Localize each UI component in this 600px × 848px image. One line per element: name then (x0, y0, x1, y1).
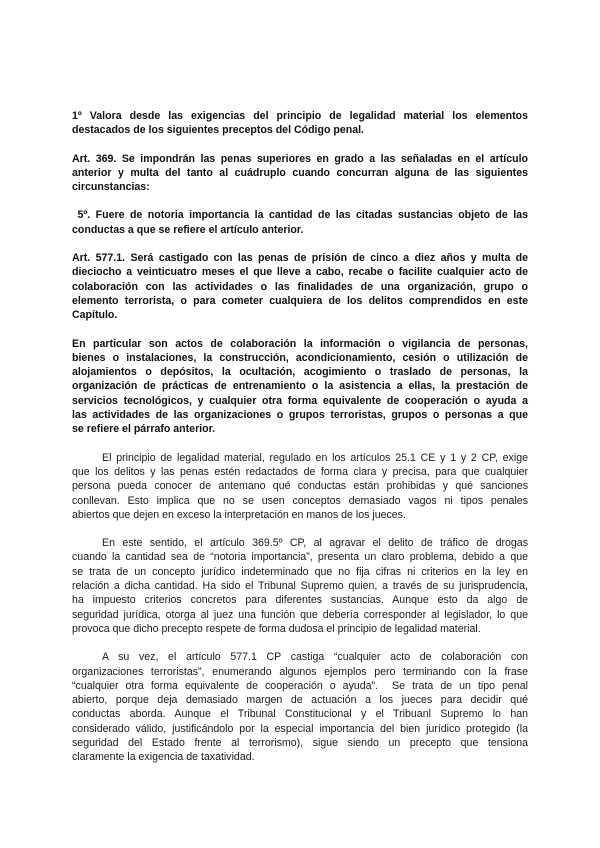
text-line: anterior y multa del tanto al cuádruplo cuando concurran alguna de las siguientes (72, 166, 528, 179)
answer-paragraph-3 (72, 650, 528, 764)
article-577-paragraph (72, 251, 528, 322)
text-line: considerado válido, justificándolo por la especial importancia del bien jurídico protegido (la (72, 722, 528, 735)
text-line: relación a dicha cantidad. Ha sido el Tribunal Supremo quien, a través de su jurisprudencia, (72, 580, 528, 593)
text-line: dieciocho a veinticuatro meses el que lleve a cabo, recabe o facilite cualquier acto de (72, 266, 528, 279)
text-line: En particular son actos de colaboración la información o vigilancia de personas, (72, 337, 528, 350)
text-line: 5º. Fuere de notoria importancia la cantidad de las citadas sustancias objeto de las (72, 209, 528, 222)
text-line: circunstancias: (72, 181, 150, 194)
text-line: organizaciones terroristas”, enumerando algunos ejemplos pero terminando con la frase (72, 665, 528, 678)
text-line: las actividades de las organizaciones o grupos terroristas, grupos o personas a que (72, 409, 528, 422)
text-line: seguridad del Estado frente al terrorismo), sigue siendo un precepto que tensiona (72, 736, 528, 749)
text-line: organización de prácticas de entrenamiento o la asistencia a ellas, la prestación de (72, 380, 528, 393)
text-line: ha impuesto criterios concretos para diferentes sustancias. Aunque esto da algo de (72, 594, 528, 607)
text-line: “cualquier otra forma equivalente de cooperación o ayuda”. Se trata de un tipo penal (72, 679, 528, 692)
document-body (72, 109, 528, 765)
text-line: bienes o instalaciones, la construcción, acondicionamiento, cesión o utilización de (72, 351, 528, 364)
text-line: claramente la exigencia de taxatividad. (72, 751, 255, 764)
text-line: conductas aborda. Aunque el Tribunal Constitucional y el Tribuanl Supremo lo han (72, 708, 528, 721)
text-line: conductas a que se refiere el artículo anterior. (72, 223, 304, 236)
text-line: Art. 577.1. Será castigado con las penas de prisión de cinco a diez años y multa de (72, 252, 528, 265)
text-line: En este sentido, el artículo 369.5º CP, al agravar el delito de tráfico de drogas (102, 537, 528, 550)
article-369-5-paragraph (72, 208, 528, 237)
text-line: A su vez, el artículo 577.1 CP castiga “cualquier acto de colaboración con (102, 651, 528, 664)
text-line: se trata de un concepto jurídico indeterminado que no fija cifras ni criterios en la ley en (72, 565, 528, 578)
text-line: conllevan. Esto implica que no se usen conceptos demasiado vagos ni tipos penales (72, 494, 528, 507)
text-line: Art. 369. Se impondrán las penas superiores en grado a las señaladas en el artículo (72, 152, 528, 165)
text-line: Capítulo. (72, 309, 118, 322)
text-line: seguridad jurídica, otorga al juez una función que debería corresponder al legislador, lo que (72, 608, 528, 621)
text-line: destacados de los siguientes preceptos del Código penal. (72, 124, 364, 137)
article-577-continuation-paragraph (72, 337, 528, 437)
text-line: elemento terrorista, o para cometer cualquiera de los delitos comprendidos en este (72, 294, 528, 307)
answer-paragraph-1 (72, 451, 528, 522)
text-line: 1º Valora desde las exigencias del principio de legalidad material los elementos (72, 110, 528, 122)
text-line: se refiere el párrafo anterior. (72, 423, 216, 436)
answer-paragraph-2 (72, 536, 528, 636)
text-line: El principio de legalidad material, regulado en los artículos 25.1 CE y 1 y 2 CP, exige (102, 451, 528, 464)
text-line: cuando la cantidad sea de “notoria importancia”, presenta un claro problema, debido a que (72, 551, 528, 564)
text-line: colaboración con las actividades o las finalidades de una organización, grupo o (72, 280, 528, 293)
text-line: persona pueda conocer de antemano qué conductas están prohibidas y qué sanciones (72, 480, 528, 493)
text-line: abiertos que dejen en exceso la interpretación en manos de los jueces. (72, 508, 406, 521)
text-line: provoca que dicho precepto respete de forma dudosa el principio de legalidad material. (72, 622, 481, 635)
text-line: que los delitos y las penas estén redactados de forma clara y precisa, para que cualquier (72, 465, 528, 478)
article-369-paragraph (72, 152, 528, 195)
text-line: abierto, porque deja demasiado margen de actuación a los jueces para decidir qué (72, 694, 528, 707)
question-paragraph (72, 109, 528, 138)
text-line: servicios tecnológicos, y cualquier otra forma equivalente de cooperación o ayuda a (72, 394, 528, 407)
text-line: alojamientos o depósitos, la ocultación, acogimiento o traslado de personas, la (72, 366, 528, 379)
